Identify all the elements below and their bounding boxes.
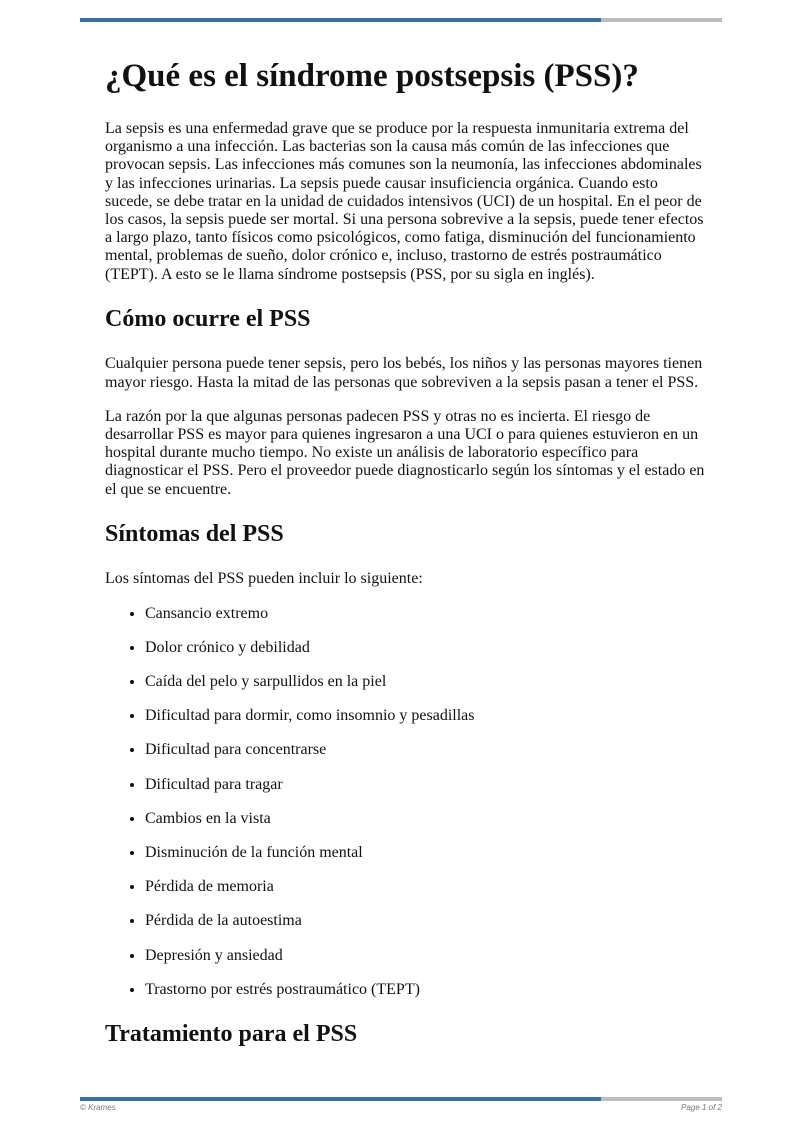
footer-rule-accent	[80, 1097, 601, 1101]
list-item: • Dificultad para tragar	[145, 776, 705, 794]
list-item: • Pérdida de la autoestima	[145, 912, 705, 930]
list-item: • Caída del pelo y sarpullidos en la piel	[145, 673, 705, 691]
list-item: • Pérdida de memoria	[145, 878, 705, 896]
list-item: • Dificultad para dormir, como insomnio y pesadillas	[145, 707, 705, 725]
section-heading-treatment: Tratamiento para el PSS	[105, 1021, 358, 1048]
document-body	[105, 40, 705, 1071]
intro-paragraph: La sepsis es una enfermedad grave que se produce por la respuesta inmunitaria extrema del organismo a una infección. Las bacterias son la causa más común de las infecciones que provocan sepsis. Las infecciones más comunes son la neumonía, las infecciones abdominales y las infecciones urinarias. La sepsis puede causar insuficiencia orgánica. Cuando esto sucede, se debe tratar en la unidad de cuidados intensivos (UCI) de un hospital. En el peor de los casos, la sepsis puede ser mortal. Si una persona sobrevive a la sepsis, puede tener efectos a largo plazo, tanto físicos como psicológicos, como fatiga, disminución del funcionamiento mental, problemas de sueño, dolor crónico e, incluso, trastorno de estrés postraumático (TEPT). A esto se le llama síndrome postsepsis (PSS, por su sigla en inglés).	[105, 119, 704, 283]
header-rule	[80, 18, 722, 22]
page-number: Page 1 of 2	[681, 1103, 722, 1112]
list-item: • Depresión y ansiedad	[145, 947, 705, 965]
how-paragraph-1: Cualquier persona puede tener sepsis, pero los bebés, los niños y las personas mayores tienen mayor riesgo. Hasta la mitad de las personas que sobreviven a la sepsis pasan a tener el PSS.	[105, 355, 703, 391]
list-item: • Disminución de la función mental	[145, 844, 705, 862]
section-heading-how: Cómo ocurre el PSS	[105, 305, 311, 332]
list-item: • Dolor crónico y debilidad	[145, 639, 705, 657]
footer-rule	[80, 1097, 722, 1101]
section-heading-symptoms: Síntomas del PSS	[105, 520, 284, 547]
list-item: • Cambios en la vista	[145, 810, 705, 828]
header-rule-accent	[80, 18, 601, 22]
how-paragraph-2: La razón por la que algunas personas padecen PSS y otras no es incierta. El riesgo de desarrollar PSS es mayor para quienes ingresaron a una UCI o para quienes estuvieron en un hospital durante mucho tiempo. No existe un análisis de laboratorio específico para diagnosticar el PSS. Pero el proveedor puede diagnosticarlo según los síntomas y el estado en el que se encuentre.	[105, 407, 705, 498]
list-item: • Dificultad para concentrarse	[145, 741, 705, 759]
page-title: ¿Qué es el síndrome postsepsis (PSS)?	[105, 58, 639, 94]
symptoms-list	[105, 605, 705, 999]
copyright-text: © Krames	[80, 1103, 116, 1112]
list-item: • Trastorno por estrés postraumático (TEPT)	[145, 981, 705, 999]
symptoms-lead: Los síntomas del PSS pueden incluir lo siguiente:	[105, 570, 423, 588]
list-item: • Cansancio extremo	[145, 605, 705, 623]
